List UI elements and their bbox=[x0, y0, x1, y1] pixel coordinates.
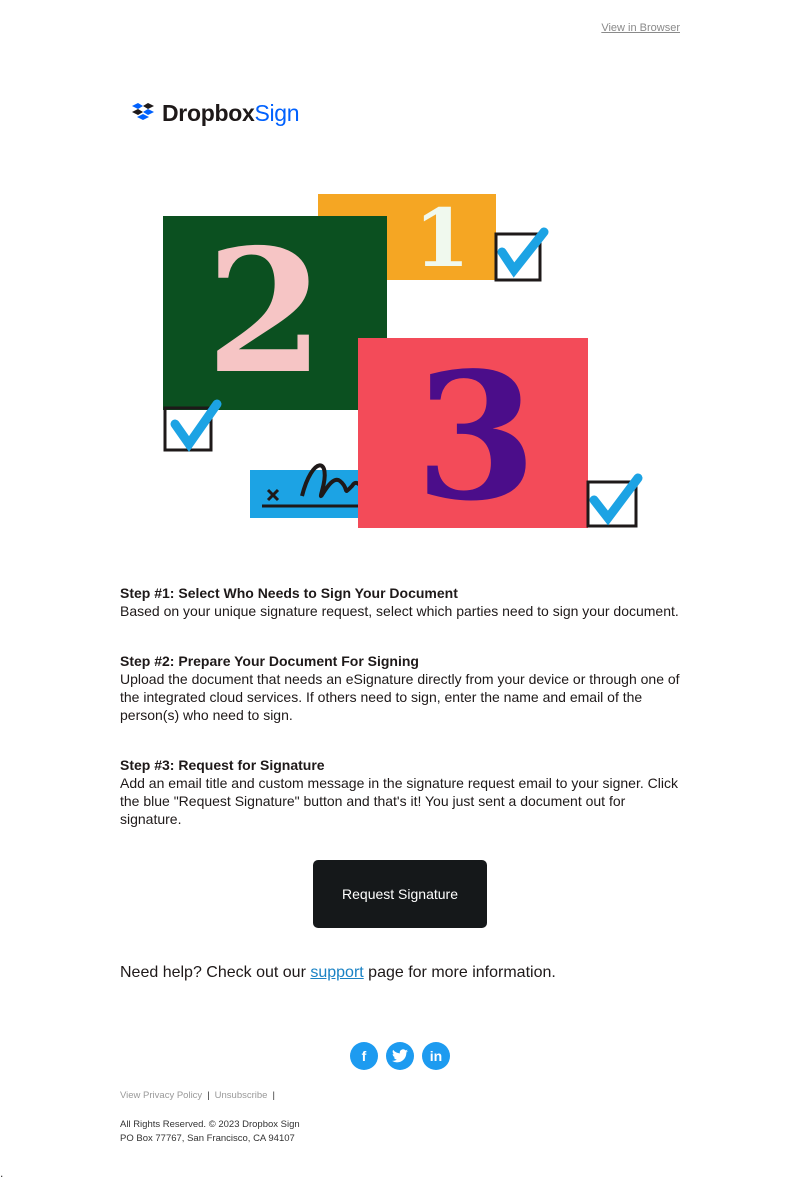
help-prefix: Need help? Check out our bbox=[120, 964, 311, 981]
brand-product: Sign bbox=[254, 100, 300, 126]
help-suffix: page for more information. bbox=[363, 964, 556, 981]
copyright-text: All Rights Reserved. © 2023 Dropbox Sign bbox=[120, 1119, 300, 1130]
unsubscribe-link[interactable]: Unsubscribe bbox=[214, 1090, 268, 1101]
address-text: PO Box 77767, San Francisco, CA 94107 bbox=[120, 1133, 295, 1144]
step-1-body: Based on your unique signature request, select which parties need to sign your document. bbox=[120, 603, 679, 619]
step-3-body: Add an email title and custom message in the signature request email to your signer. Click the blue "Request Signature" button and that's it! You just sent a document out for signature. bbox=[120, 775, 678, 827]
brand-logo bbox=[132, 100, 299, 127]
step-2-body: Upload the document that needs an eSignature directly from your device or through one of the integrated cloud services. If others need to sign, enter the name and email of the person(s) who need to sign. bbox=[120, 671, 680, 723]
privacy-policy-link[interactable]: View Privacy Policy bbox=[120, 1090, 203, 1101]
checkmark-3-icon bbox=[594, 478, 638, 518]
number-3: 3 bbox=[415, 335, 537, 536]
step-2 bbox=[120, 652, 680, 724]
number-2: 2 bbox=[205, 212, 325, 412]
brand-name: DropboxSign bbox=[162, 100, 300, 126]
step-1 bbox=[120, 584, 680, 620]
footer-separator: | bbox=[272, 1090, 275, 1101]
footer-separator: | bbox=[207, 1090, 210, 1101]
help-text bbox=[120, 964, 556, 982]
social-links bbox=[350, 1042, 450, 1070]
twitter-icon[interactable] bbox=[386, 1042, 414, 1070]
footer-links bbox=[120, 1090, 280, 1101]
view-in-browser-link[interactable]: View in Browser bbox=[601, 22, 680, 34]
support-link[interactable]: support bbox=[310, 964, 364, 981]
steps-illustration bbox=[150, 186, 650, 536]
number-1: 1 bbox=[414, 191, 470, 285]
step-1-title: Step #1: Select Who Needs to Sign Your Document bbox=[120, 585, 458, 601]
facebook-icon[interactable]: f bbox=[350, 1042, 378, 1070]
dropbox-logo-icon bbox=[132, 103, 154, 125]
checkmark-1-icon bbox=[502, 232, 544, 270]
step-3 bbox=[120, 756, 680, 828]
step-2-title: Step #2: Prepare Your Document For Signing bbox=[120, 653, 419, 669]
linkedin-icon[interactable]: in bbox=[422, 1042, 450, 1070]
trailing-dot: . bbox=[0, 1166, 4, 1180]
request-signature-button[interactable]: Request Signature bbox=[313, 860, 487, 928]
copyright-block bbox=[120, 1118, 300, 1146]
step-3-title: Step #3: Request for Signature bbox=[120, 757, 325, 773]
